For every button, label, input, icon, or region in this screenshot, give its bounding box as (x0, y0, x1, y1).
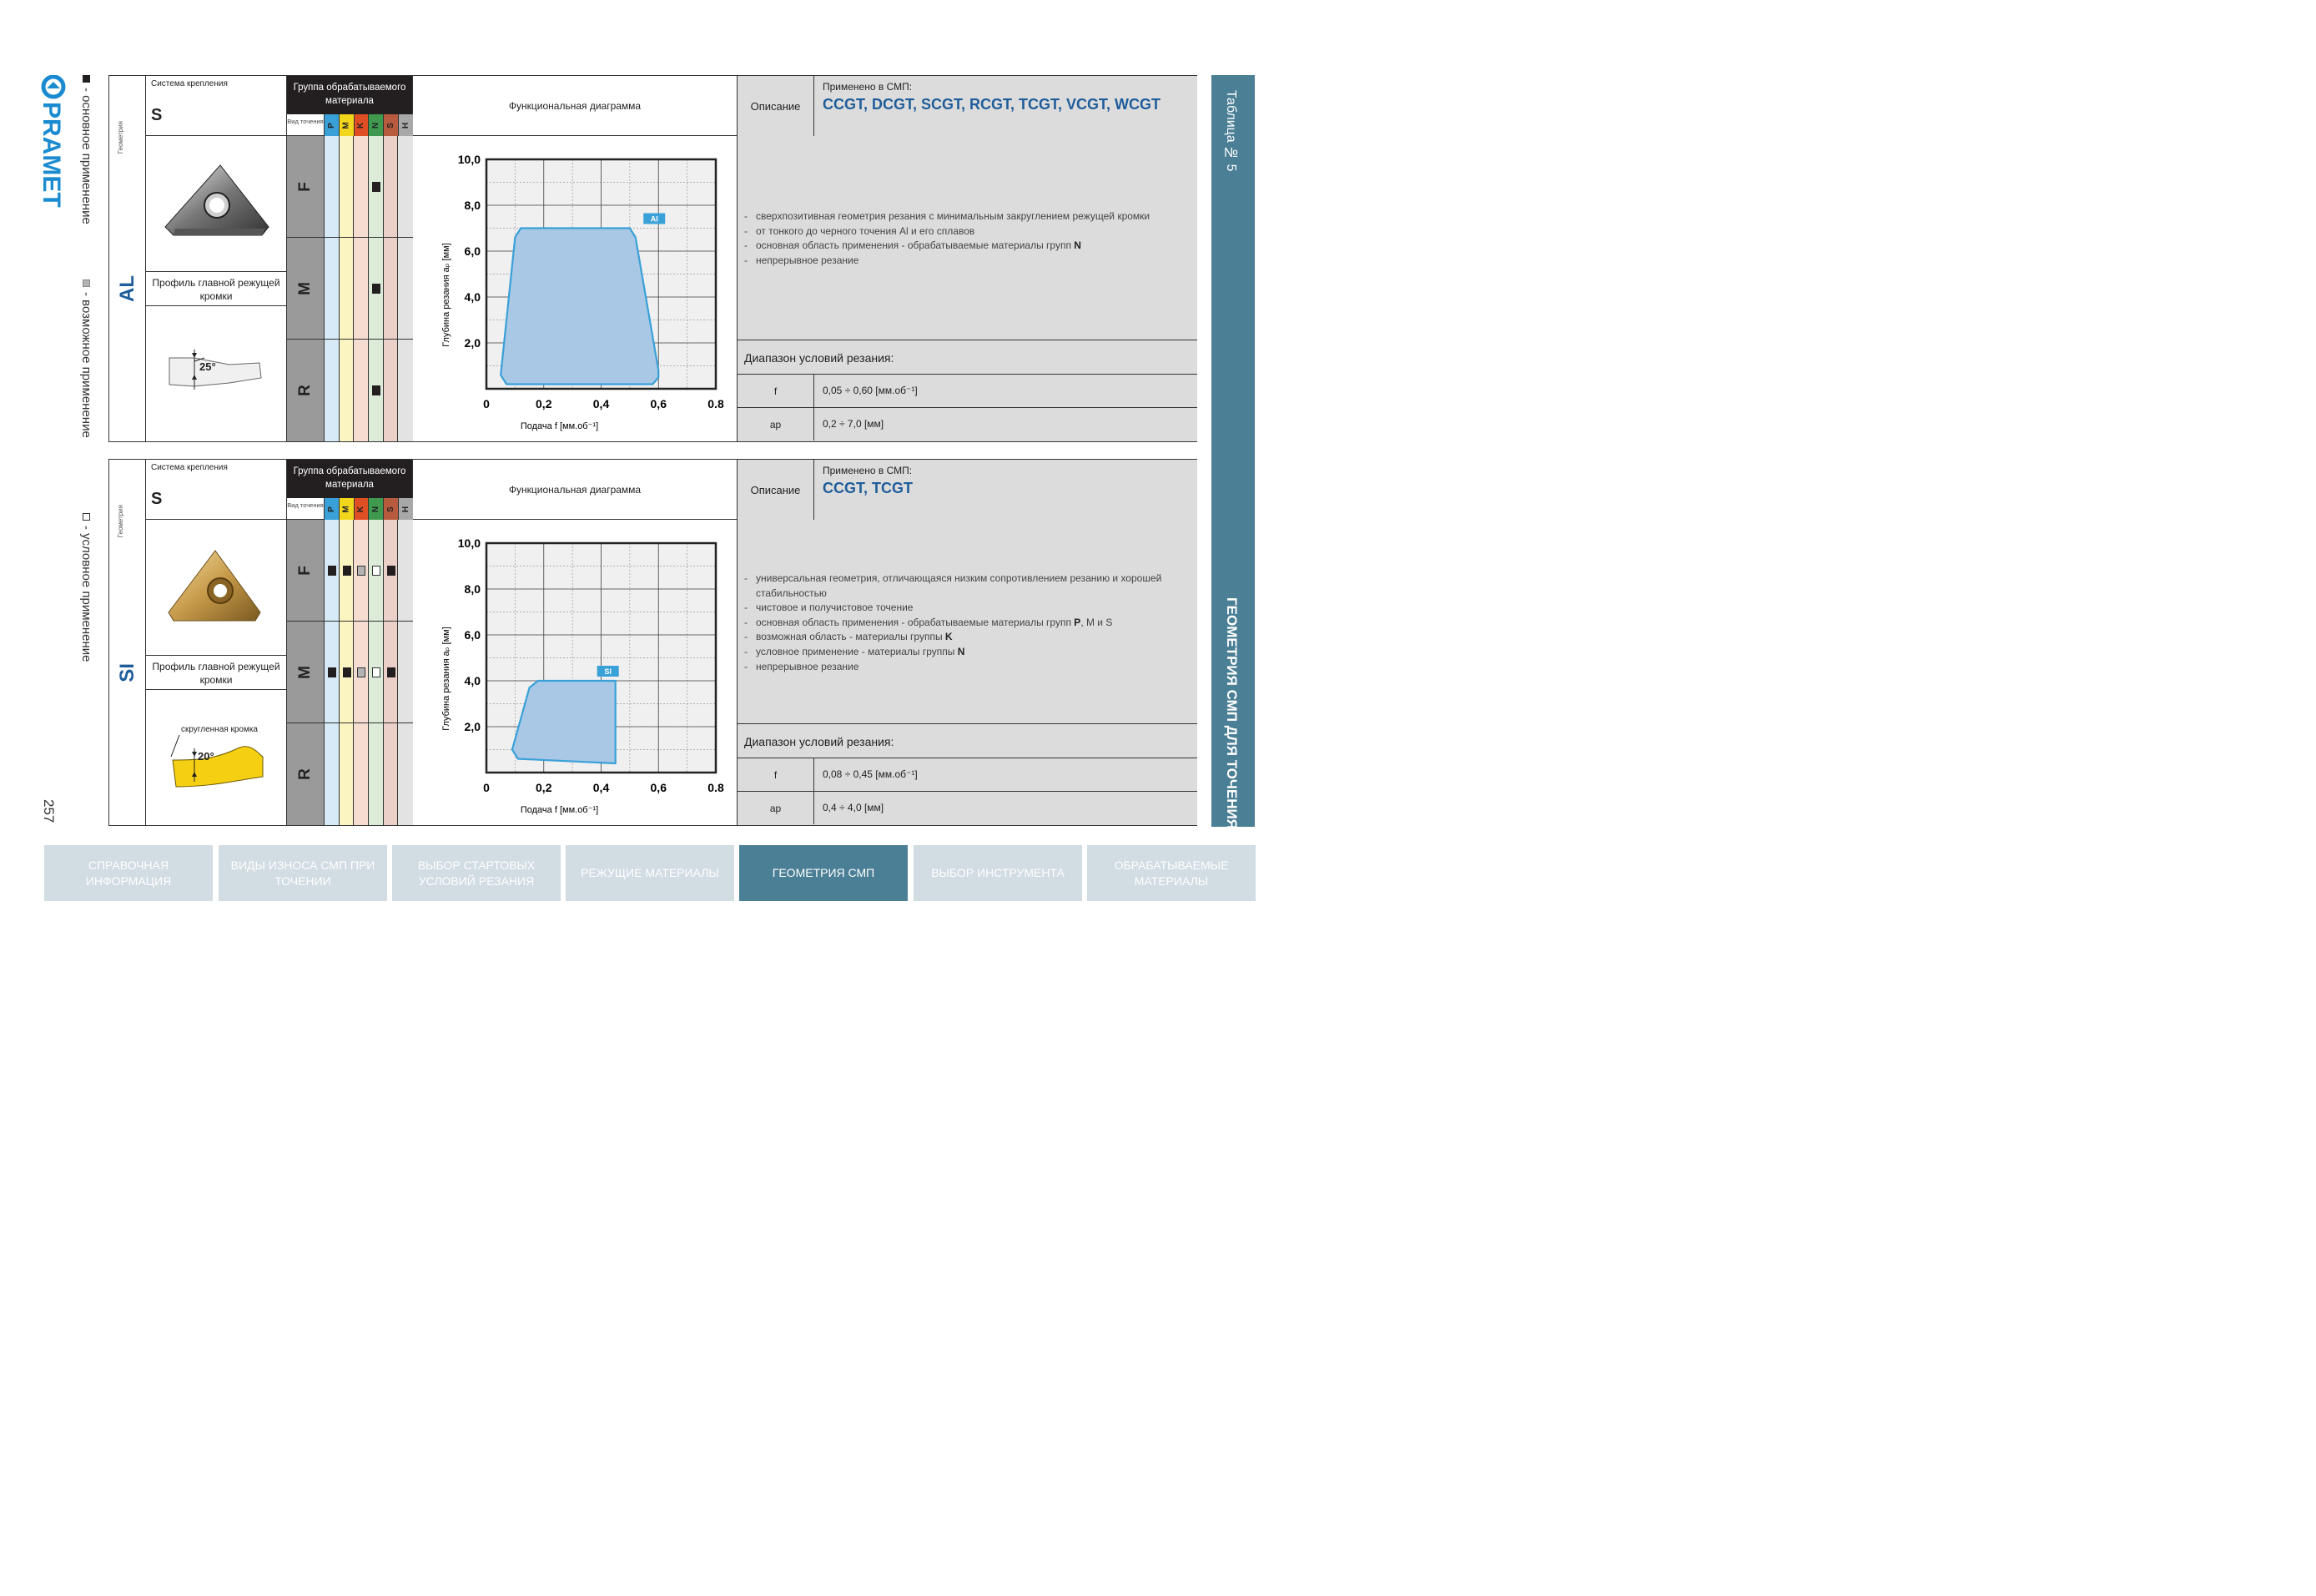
y-tick-label: 6,0 (464, 244, 481, 258)
y-tick-label: 8,0 (464, 582, 481, 596)
geometry-label-cell: Геометрия (109, 76, 146, 136)
range-value-ap: 0,4 ÷ 4,0 [мм] (823, 802, 884, 813)
edge-profile-label: Профиль главной режущей кромки (146, 655, 286, 690)
applied-inserts-cell (814, 76, 1197, 136)
insert-image-column (146, 520, 287, 825)
panel-header (109, 460, 1196, 538)
cutting-range (738, 340, 1197, 441)
y-tick-label: 6,0 (464, 628, 481, 642)
applied-inserts-list: CCGT, DCGT, SCGT, RCGT, TCGT, VCGT, WCGT (823, 96, 1161, 113)
edge-profile-label: Профиль главной режущей кромки (146, 271, 286, 306)
y-tick-label: 10,0 (457, 536, 481, 550)
y-axis-label: Глубина резания aₚ [мм] (441, 627, 451, 731)
range-key-f: f (738, 375, 814, 407)
geometry-panel-al (108, 75, 1197, 442)
x-tick-label: 0.8 (707, 397, 724, 410)
range-row-ap (738, 792, 1197, 825)
application-mark (372, 385, 380, 395)
application-mark (372, 182, 380, 192)
x-tick-label: 0,6 (650, 397, 667, 410)
material-group-label: Группа обрабатываемого материала (287, 460, 412, 498)
application-mark (343, 667, 351, 677)
functional-diagram-svg (413, 136, 738, 441)
description-bullet: - универсальная геометрия, отличающаяся низким сопротивлением резанию и хорошей стабильностью (744, 571, 1191, 601)
material-code-m: M (340, 114, 355, 136)
functional-diagram-svg (413, 520, 738, 825)
legend-main: - основное применение (79, 75, 93, 224)
material-group-cell (287, 76, 413, 136)
applied-inserts-cell (814, 460, 1197, 520)
range-key-f: f (738, 758, 814, 791)
application-mark (328, 667, 336, 677)
turning-row-f: F (287, 520, 325, 622)
fixing-system-value: S (151, 106, 163, 124)
insert-image-column (146, 136, 287, 441)
x-tick-label: 0,6 (650, 781, 667, 794)
y-tick-label: 2,0 (464, 720, 481, 733)
range-row-f (738, 758, 1197, 792)
application-area (501, 229, 658, 385)
nav-tab-6[interactable]: ВЫБОР ИНСТРУМЕНТА (914, 845, 1082, 901)
turning-row-r: R (287, 340, 325, 441)
y-tick-label: 10,0 (457, 153, 481, 166)
description-bullet: - от тонкого до черного точения Al и его сплавов (744, 224, 1191, 239)
application-mark (357, 566, 365, 576)
range-value-ap: 0,2 ÷ 7,0 [мм] (823, 418, 884, 430)
material-code-s: S (384, 498, 399, 520)
application-mark (372, 566, 380, 576)
fixing-system-cell (146, 76, 287, 136)
range-key-ap: ap (738, 792, 814, 824)
material-group-label: Группа обрабатываемого материала (287, 76, 412, 114)
functional-diagram (413, 136, 738, 441)
description-bullet: - основная область применения - обрабатываемые материалы групп P, M и S (744, 616, 1191, 631)
x-tick-label: 0,2 (536, 397, 552, 410)
fixing-system-cell (146, 460, 287, 520)
insert-image (146, 520, 286, 655)
application-mark (372, 667, 380, 677)
section-side-bar (1211, 75, 1255, 827)
x-axis-label: Подача f [мм.об⁻¹] (520, 421, 599, 431)
description-bullet: - непрерывное резание (744, 254, 1191, 269)
range-key-ap: ap (738, 408, 814, 441)
turning-type-label: Вид точения (287, 114, 325, 136)
x-tick-label: 0.8 (707, 781, 724, 794)
rake-angle: 25° (199, 360, 216, 373)
y-tick-label: 2,0 (464, 336, 481, 350)
geometry-panel-si (108, 459, 1197, 826)
nav-tab-2[interactable]: ВИДЫ ИЗНОСА СМП ПРИ ТОЧЕНИИ (219, 845, 387, 901)
x-tick-label: 0,4 (592, 781, 610, 794)
material-code-p: P (325, 114, 340, 136)
fixing-system-value: S (151, 490, 163, 508)
edge-profile-sketch (146, 306, 286, 441)
brand-text: PRAMET (40, 102, 65, 208)
turning-rows (287, 136, 413, 441)
material-column-h (398, 136, 413, 441)
description-bullet: - основная область применения - обрабатываемые материалы групп N (744, 239, 1191, 254)
edge-note: скругленная кромка (181, 725, 258, 734)
material-column-h (398, 520, 413, 825)
turning-type-label: Вид точения (287, 498, 325, 520)
table-number: Таблица № 5 (1224, 90, 1238, 172)
applied-inserts-list: CCGT, TCGT (823, 480, 913, 496)
nav-tab-7[interactable]: ОБРАБАТЫВАЕМЫЕ МАТЕРИАЛЫ (1087, 845, 1256, 901)
description-bullet: - непрерывное резание (744, 660, 1191, 675)
range-title: Диапазон условий резания: (738, 340, 1197, 375)
cutting-range (738, 723, 1197, 825)
turning-row-m: M (287, 238, 325, 340)
range-value-f: 0,08 ÷ 0,45 [мм.об⁻¹] (823, 768, 918, 780)
material-code-k: K (355, 114, 370, 136)
description-label: Описание (738, 460, 814, 520)
material-codes (325, 114, 413, 136)
nav-tab-1[interactable]: СПРАВОЧНАЯ ИНФОРМАЦИЯ (44, 845, 213, 901)
x-tick-label: 0 (483, 397, 490, 410)
panel-header (109, 76, 1196, 154)
geometry-code: AL (109, 136, 146, 441)
description-bullets (744, 209, 1191, 268)
application-mark (328, 566, 336, 576)
turning-row-r: R (287, 723, 325, 825)
material-column-m (340, 136, 355, 441)
description-column (738, 520, 1197, 825)
description-bullet: - сверхпозитивная геометрия резания с минимальным закруглением режущей кромки (744, 209, 1191, 224)
edge-profile-sketch (146, 690, 286, 825)
application-mark (343, 566, 351, 576)
material-code-h: H (399, 114, 413, 136)
turning-row-m: M (287, 622, 325, 723)
x-tick-label: 0,2 (536, 781, 552, 794)
description-bullets (744, 571, 1191, 674)
x-axis-label: Подача f [мм.об⁻¹] (520, 805, 599, 815)
material-group-cell (287, 460, 413, 520)
applied-in-label: Применено в СМП: (823, 81, 913, 93)
series-tag: SI (604, 667, 612, 676)
description-label: Описание (738, 76, 814, 136)
turning-rows (287, 520, 413, 825)
rake-angle: 20° (198, 750, 214, 763)
geometry-label-cell: Геометрия (109, 460, 146, 520)
fixing-system-label: Система крепления (151, 79, 228, 88)
x-tick-label: 0 (483, 781, 490, 794)
y-tick-label: 4,0 (464, 674, 481, 687)
description-bullet: - условное применение - материалы группы N (744, 645, 1191, 660)
application-mark (387, 667, 395, 677)
insert-image (146, 136, 286, 271)
description-bullet: - чистовое и получистовое точение (744, 601, 1191, 616)
legend-possible: - возможное применение (79, 279, 93, 438)
y-axis-label: Глубина резания aₚ [мм] (441, 243, 451, 347)
material-code-k: K (355, 498, 370, 520)
y-tick-label: 8,0 (464, 199, 481, 212)
application-mark (387, 566, 395, 576)
material-column-s (384, 136, 399, 441)
nav-tab-5[interactable]: ГЕОМЕТРИЯ СМП (739, 845, 908, 901)
functional-diagram-label: Функциональная диаграмма (413, 460, 738, 520)
applied-in-label: Применено в СМП: (823, 465, 913, 476)
application-mark (372, 284, 380, 294)
material-code-h: H (399, 498, 413, 520)
description-column (738, 136, 1197, 441)
material-code-p: P (325, 498, 340, 520)
material-code-n: N (369, 114, 384, 136)
range-value-f: 0,05 ÷ 0,60 [мм.об⁻¹] (823, 385, 918, 396)
range-row-f (738, 375, 1197, 408)
range-row-ap (738, 408, 1197, 441)
material-codes (325, 498, 413, 520)
geometry-code: SI (109, 520, 146, 825)
functional-diagram-label: Функциональная диаграмма (413, 76, 738, 136)
nav-tab-3[interactable]: ВЫБОР СТАРТОВЫХ УСЛОВИЙ РЕЗАНИЯ (392, 845, 561, 901)
x-tick-label: 0,4 (592, 397, 610, 410)
page-number: 257 (41, 799, 57, 823)
series-tag: Al (650, 214, 658, 224)
y-tick-label: 4,0 (464, 290, 481, 304)
turning-row-f: F (287, 136, 325, 238)
fixing-system-label: Система крепления (151, 463, 228, 472)
application-area (512, 681, 616, 763)
material-code-n: N (369, 498, 384, 520)
application-mark (357, 667, 365, 677)
functional-diagram (413, 520, 738, 825)
material-column-k (354, 136, 369, 441)
pramet-logo (40, 75, 67, 209)
material-code-m: M (340, 498, 355, 520)
range-title: Диапазон условий резания: (738, 723, 1197, 758)
section-title: ГЕОМЕТРИЯ СМП ДЛЯ ТОЧЕНИЯ (1224, 597, 1240, 829)
material-code-s: S (384, 114, 399, 136)
nav-tab-4[interactable]: РЕЖУЩИЕ МАТЕРИАЛЫ (566, 845, 734, 901)
legend-conditional: - условное применение (79, 513, 93, 662)
material-column-p (325, 136, 340, 441)
description-bullet: - возможная область - материалы группы K (744, 630, 1191, 645)
